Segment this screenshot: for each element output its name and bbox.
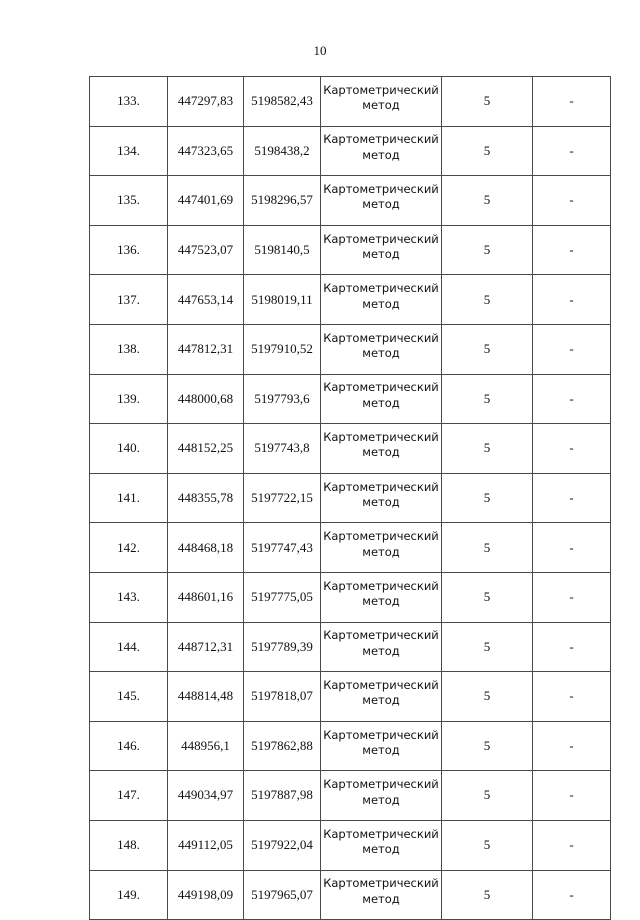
note-cell: - (533, 572, 611, 622)
method-cell (321, 374, 442, 424)
x-coordinate-cell: 447812,31 (168, 324, 244, 374)
y-coordinate-cell: 5198140,5 (244, 225, 321, 275)
point-number-cell: 148. (90, 820, 168, 870)
note-cell: - (533, 870, 611, 920)
method-line-1: Картометрический (323, 578, 439, 593)
table-row (90, 572, 611, 622)
note-cell: - (533, 176, 611, 226)
x-coordinate-cell: 447297,83 (168, 77, 244, 127)
method-cell (321, 523, 442, 573)
method-line-1: Картометрический (323, 777, 439, 792)
point-number-cell: 149. (90, 870, 168, 920)
x-coordinate-cell: 449198,09 (168, 870, 244, 920)
table-row (90, 622, 611, 672)
note-cell: - (533, 672, 611, 722)
x-coordinate-cell: 448355,78 (168, 473, 244, 523)
method-line-2: метод (362, 643, 400, 658)
method-cell (321, 126, 442, 176)
table-body (90, 77, 611, 920)
y-coordinate-cell: 5197789,39 (244, 622, 321, 672)
precision-cell: 5 (442, 77, 533, 127)
y-coordinate-cell: 5197922,04 (244, 820, 321, 870)
x-coordinate-cell: 449034,97 (168, 771, 244, 821)
method-cell (321, 672, 442, 722)
method-cell (321, 622, 442, 672)
method-line-2: метод (362, 395, 400, 410)
table-row (90, 523, 611, 573)
precision-cell: 5 (442, 473, 533, 523)
note-cell: - (533, 820, 611, 870)
method-line-2: метод (362, 147, 400, 162)
point-number-cell: 136. (90, 225, 168, 275)
method-line-2: метод (362, 544, 400, 559)
point-number-cell: 144. (90, 622, 168, 672)
note-cell: - (533, 225, 611, 275)
point-number-cell: 145. (90, 672, 168, 722)
precision-cell: 5 (442, 275, 533, 325)
method-cell (321, 275, 442, 325)
method-cell (321, 721, 442, 771)
method-line-1: Картометрический (323, 132, 439, 147)
method-cell (321, 324, 442, 374)
x-coordinate-cell: 448000,68 (168, 374, 244, 424)
table-row (90, 771, 611, 821)
method-cell (321, 176, 442, 226)
method-cell (321, 77, 442, 127)
note-cell: - (533, 126, 611, 176)
y-coordinate-cell: 5198582,43 (244, 77, 321, 127)
method-line-1: Картометрический (323, 677, 439, 692)
y-coordinate-cell: 5198019,11 (244, 275, 321, 325)
x-coordinate-cell: 448814,48 (168, 672, 244, 722)
method-line-2: метод (362, 495, 400, 510)
point-number-cell: 143. (90, 572, 168, 622)
method-line-2: метод (362, 445, 400, 460)
y-coordinate-cell: 5197965,07 (244, 870, 321, 920)
table-row (90, 126, 611, 176)
note-cell: - (533, 721, 611, 771)
method-line-1: Картометрический (323, 479, 439, 494)
precision-cell: 5 (442, 523, 533, 573)
table-row (90, 672, 611, 722)
point-number-cell: 147. (90, 771, 168, 821)
note-cell: - (533, 374, 611, 424)
precision-cell: 5 (442, 870, 533, 920)
table-row (90, 473, 611, 523)
table-row (90, 721, 611, 771)
precision-cell: 5 (442, 374, 533, 424)
method-line-1: Картометрический (323, 826, 439, 841)
precision-cell: 5 (442, 126, 533, 176)
precision-cell: 5 (442, 424, 533, 474)
method-line-1: Картометрический (323, 330, 439, 345)
x-coordinate-cell: 448601,16 (168, 572, 244, 622)
method-line-1: Картометрический (323, 181, 439, 196)
y-coordinate-cell: 5197775,05 (244, 572, 321, 622)
table-row (90, 77, 611, 127)
y-coordinate-cell: 5197887,98 (244, 771, 321, 821)
method-line-1: Картометрический (323, 529, 439, 544)
y-coordinate-cell: 5197862,88 (244, 721, 321, 771)
table-row (90, 176, 611, 226)
method-line-2: метод (362, 197, 400, 212)
x-coordinate-cell: 447523,07 (168, 225, 244, 275)
note-cell: - (533, 275, 611, 325)
x-coordinate-cell: 448468,18 (168, 523, 244, 573)
y-coordinate-cell: 5198296,57 (244, 176, 321, 226)
point-number-cell: 137. (90, 275, 168, 325)
precision-cell: 5 (442, 324, 533, 374)
table-row (90, 374, 611, 424)
table-row (90, 275, 611, 325)
y-coordinate-cell: 5198438,2 (244, 126, 321, 176)
point-number-cell: 134. (90, 126, 168, 176)
method-line-2: метод (362, 296, 400, 311)
precision-cell: 5 (442, 721, 533, 771)
method-line-2: метод (362, 693, 400, 708)
table-row (90, 424, 611, 474)
point-number-cell: 141. (90, 473, 168, 523)
method-line-1: Картометрический (323, 727, 439, 742)
method-line-1: Картометрический (323, 429, 439, 444)
method-cell (321, 771, 442, 821)
precision-cell: 5 (442, 572, 533, 622)
method-line-2: метод (362, 247, 400, 262)
point-number-cell: 140. (90, 424, 168, 474)
method-line-1: Картометрический (323, 876, 439, 891)
x-coordinate-cell: 449112,05 (168, 820, 244, 870)
method-cell (321, 225, 442, 275)
x-coordinate-cell: 448956,1 (168, 721, 244, 771)
page-number: 10 (313, 43, 327, 58)
method-line-1: Картометрический (323, 231, 439, 246)
table-row (90, 870, 611, 920)
point-number-cell: 138. (90, 324, 168, 374)
precision-cell: 5 (442, 622, 533, 672)
method-line-2: метод (362, 98, 400, 113)
method-line-1: Картометрический (323, 82, 439, 97)
point-number-cell: 133. (90, 77, 168, 127)
y-coordinate-cell: 5197743,8 (244, 424, 321, 474)
note-cell: - (533, 473, 611, 523)
x-coordinate-cell: 448712,31 (168, 622, 244, 672)
point-number-cell: 146. (90, 721, 168, 771)
note-cell: - (533, 622, 611, 672)
method-cell (321, 473, 442, 523)
table-row (90, 324, 611, 374)
x-coordinate-cell: 448152,25 (168, 424, 244, 474)
method-line-2: метод (362, 594, 400, 609)
note-cell: - (533, 424, 611, 474)
method-line-2: метод (362, 346, 400, 361)
precision-cell: 5 (442, 820, 533, 870)
method-line-1: Картометрический (323, 281, 439, 296)
x-coordinate-cell: 447401,69 (168, 176, 244, 226)
coordinates-table (89, 76, 611, 920)
precision-cell: 5 (442, 176, 533, 226)
note-cell: - (533, 324, 611, 374)
note-cell: - (533, 77, 611, 127)
method-cell (321, 424, 442, 474)
method-cell (321, 820, 442, 870)
point-number-cell: 139. (90, 374, 168, 424)
y-coordinate-cell: 5197793,6 (244, 374, 321, 424)
x-coordinate-cell: 447653,14 (168, 275, 244, 325)
x-coordinate-cell: 447323,65 (168, 126, 244, 176)
note-cell: - (533, 771, 611, 821)
y-coordinate-cell: 5197722,15 (244, 473, 321, 523)
y-coordinate-cell: 5197747,43 (244, 523, 321, 573)
method-cell (321, 572, 442, 622)
precision-cell: 5 (442, 225, 533, 275)
method-line-2: метод (362, 891, 400, 906)
method-cell (321, 870, 442, 920)
note-cell: - (533, 523, 611, 573)
point-number-cell: 135. (90, 176, 168, 226)
table-row (90, 225, 611, 275)
precision-cell: 5 (442, 672, 533, 722)
point-number-cell: 142. (90, 523, 168, 573)
method-line-2: метод (362, 842, 400, 857)
method-line-1: Картометрический (323, 628, 439, 643)
table-row (90, 820, 611, 870)
method-line-1: Картометрический (323, 380, 439, 395)
method-line-2: метод (362, 792, 400, 807)
y-coordinate-cell: 5197818,07 (244, 672, 321, 722)
precision-cell: 5 (442, 771, 533, 821)
method-line-2: метод (362, 743, 400, 758)
y-coordinate-cell: 5197910,52 (244, 324, 321, 374)
